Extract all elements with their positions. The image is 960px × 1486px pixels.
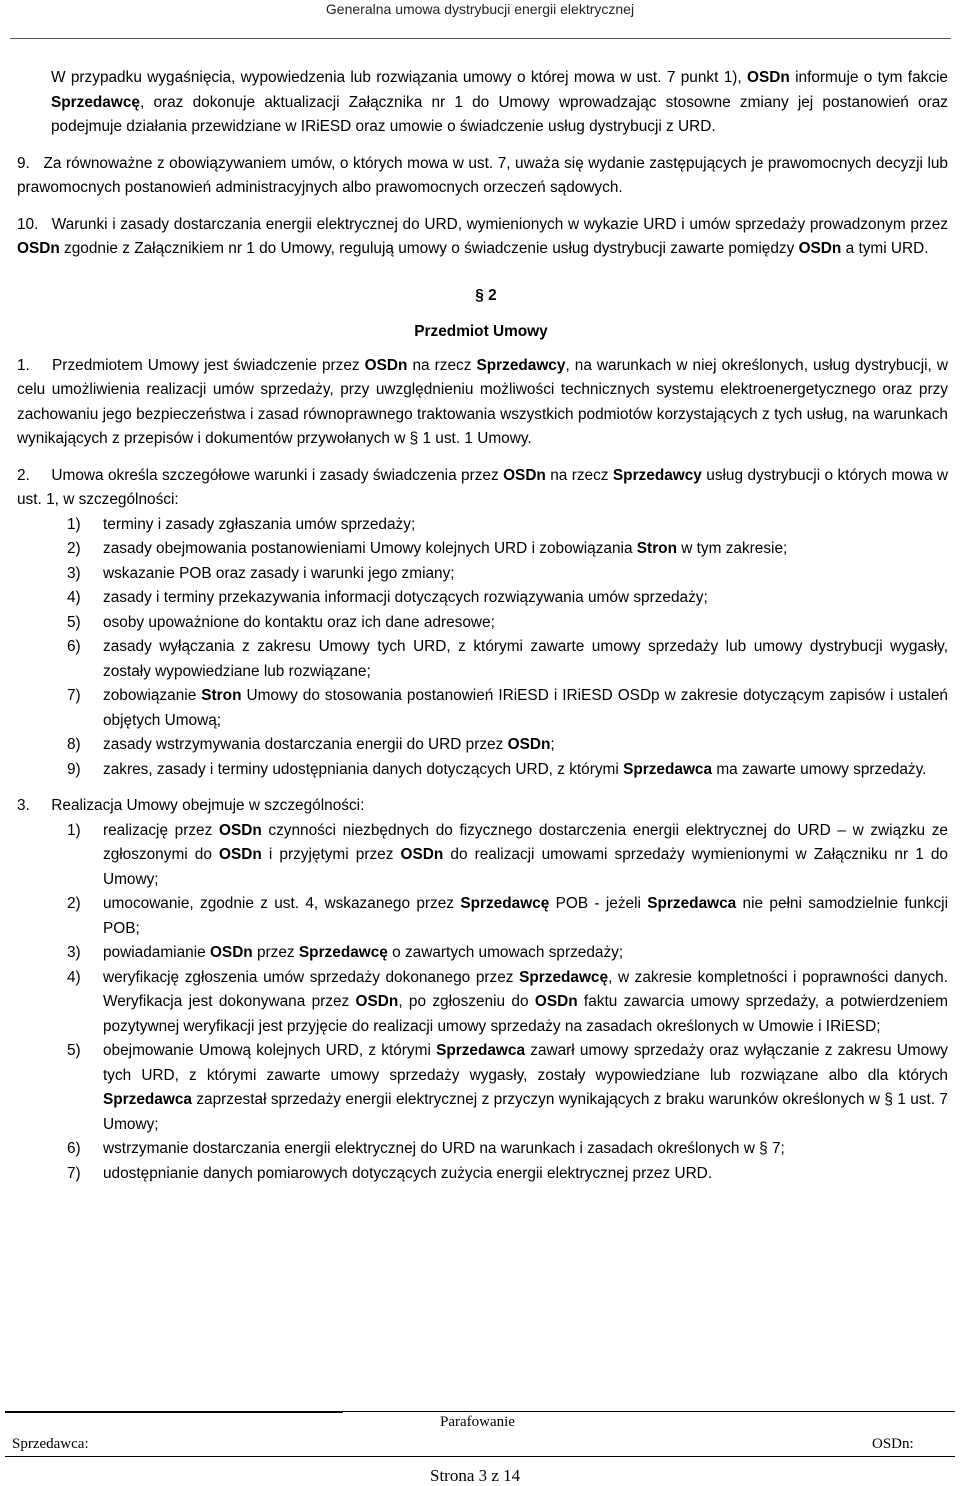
paragraph-9-number: 9.: [17, 154, 30, 172]
section-item-2-text-2: na rzecz: [545, 466, 613, 484]
list-item-text: OSDn: [209, 944, 253, 961]
list-item-text: zawarł umowy sprzedaży oraz wyłączanie z zakresu Umowy tych URD, z którymi zawarte umowy sprzedaży wygasły, zostały wypowiedziane lub rozwiązane albo dla których: [103, 1042, 948, 1084]
paragraph-10-text-2: zgodnie z Załącznikiem nr 1 do Umowy, regulują umowy o świadczenie usług dystrybucji zawarte pomiędzy: [59, 240, 799, 257]
list-item-text: Sprzedawcę: [298, 944, 388, 961]
list-item: [51, 1039, 948, 1137]
paragraph-10: [17, 213, 948, 262]
list-item-text: umocowanie, zgodnie z ust. 4, wskazanego przez: [103, 895, 461, 912]
list-item-text: Sprzedawca: [647, 895, 737, 912]
list-item-text: realizację przez: [103, 821, 219, 839]
paragraph-9-text: Za równoważne z obowiązywaniem umów, o których mowa w ust. 7, uważa się wydanie zastępujących je prawomocnych decyzji lub prawomocnych postanowień administracyjnych albo prawomocnych orzeczeń sądowych.: [17, 154, 948, 196]
list-item-text: OSDn: [219, 846, 262, 863]
list-item-text: i przyjętymi przez: [261, 846, 401, 863]
paragraph-10-text-1: Warunki i zasady dostarczania energii elektrycznej do URD, wymienionych w wykazie URD i umów sprzedaży prowadzonym przez: [51, 215, 948, 233]
section-item-2-number: 2.: [17, 466, 30, 484]
list-item-number: 1): [67, 821, 81, 839]
list-item-text: Sprzedawcę: [519, 968, 609, 986]
paragraph-10-number: 10.: [17, 215, 39, 233]
section-item-3-number: 3.: [17, 797, 30, 814]
list-item-text: przez: [252, 944, 299, 961]
footer-parafowanie: Parafowanie: [440, 1414, 515, 1430]
paragraph-10-text-3: a tymi URD.: [841, 240, 929, 257]
list-item-number: 4): [67, 968, 81, 986]
section-item-2-osdn: OSDn: [503, 466, 546, 484]
list-item-text: wstrzymanie dostarczania energii elektrycznej do URD na warunkach i zasadach określonych w § 7;: [103, 1140, 785, 1157]
list-item-text: Sprzedawcę: [460, 895, 550, 912]
list-item-number: 2): [67, 895, 81, 912]
section-item-1-text-3: , na warunkach w niej określonych, usług dystrybucji, w celu umożliwienia realizacji umów sprzedaży, przy uwzględnieniu możliwości technicznych systemu elektroenergetycznego oraz przy zachowaniu jego bezpieczeństwa i zasad równoprawnego traktowania wszystkich podmiotów korzystających z tych usług, na warunkach wynikających z przepisów i dokumentów przywołanych w § 1 ust. 1 Umowy.: [17, 356, 948, 447]
section-item-3-text: Realizacja Umowy obejmuje w szczególności:: [51, 797, 365, 814]
list-item-text: Sprzedawca: [436, 1042, 526, 1059]
section-heading: [51, 276, 948, 354]
list-item-number: 6): [67, 1140, 81, 1157]
section-item-2-sprzedawcy: Sprzedawcy: [612, 466, 702, 484]
list-item-text: OSDn: [355, 993, 399, 1010]
section-item-1-sprzedawcy: Sprzedawcy: [476, 356, 566, 374]
list-item: [51, 819, 948, 893]
list-item-text: OSDn: [534, 993, 578, 1010]
list-item: 1) terminy i zasady zgłaszania umów sprzedaży;: [67, 515, 416, 533]
list-item-text: OSDn: [400, 846, 444, 863]
list-item-text: zaprzestał sprzedaży energii elektrycznej z przyczyn wynikających z braku warunków określonych w § 1 ust. 7 Umowy;: [103, 1091, 948, 1133]
page-number: Strona 3 z 14: [430, 1466, 521, 1485]
list-item-text: faktu zawarcia umowy sprzedaży, a potwierdzeniem pozytywnej weryfikacji jest przyjęcie do realizacji umowy sprzedaży na zasadach określonych w Umowie i IRiESD;: [103, 993, 949, 1035]
list-item-text: weryfikację zgłoszenia umów sprzedaży dokonanego przez: [103, 968, 520, 986]
list-item: [51, 966, 948, 1040]
list-item: [51, 1137, 948, 1162]
section-sign: § 2: [475, 286, 497, 304]
intro-text-3: , oraz dokonuje aktualizacji Załącznika nr 1 do Umowy wprowadzając stosowne zmiany jej postanowień oraz podejmuje działania przewidziane w IRiESD oraz umowie o świadczenie usług dystrybucji z URD.: [51, 93, 948, 135]
list-item: 6) zasady wyłączania z zakresu Umowy tych URD, z którymi zawarte umowy sprzedaży lub umowy dystrybucji wygasły, zostały wypowiedziane lub rozwiązane;: [67, 638, 948, 680]
list-item-text: do realizacji umowami sprzedaży wymienionymi w Załączniku nr 1 do Umowy;: [103, 846, 948, 888]
document-body: [17, 66, 949, 1186]
footer-osdn-label: OSDn:: [872, 1436, 914, 1452]
list-item-text: Sprzedawca: [103, 1091, 192, 1108]
list-item-number: 7): [67, 1164, 81, 1182]
page-header: [0, 0, 960, 40]
list-item: 7) zobowiązanie Stron Umowy do stosowania postanowień IRiESD i IRiESD OSDp w zakresie dotyczącym zapisów i ustaleń objętych Umową;: [67, 687, 948, 729]
paragraph-10-osdn-1: OSDn: [17, 240, 60, 257]
list-item-text: , po zgłoszeniu do: [398, 993, 535, 1010]
list-item: 4) zasady i terminy przekazywania informacji dotyczących rozwiązywania umów sprzedaży;: [67, 589, 708, 606]
paragraph-10-osdn-2: OSDn: [798, 240, 842, 257]
list-item: [51, 892, 948, 941]
header-rule: [10, 38, 951, 39]
list-item-text: POB -: [549, 895, 606, 912]
footer-bottom-line: [5, 1456, 955, 1457]
intro-sprzedawce: Sprzedawcę: [51, 93, 140, 111]
list-item: 8) zasady wstrzymywania dostarczania energii do URD przez OSDn;: [67, 736, 555, 753]
document-title: Generalna umowa dystrybucji energii elektrycznej: [325, 1, 635, 17]
intro-paragraph: [51, 66, 948, 140]
section-item-3: [17, 794, 948, 819]
list-item-text: , w zakresie kompletności i poprawności danych. Weryfikacja jest dokonywana przez: [103, 968, 948, 1010]
section-item-3-list: [51, 819, 948, 1187]
section-item-1-number: 1.: [17, 356, 30, 374]
list-item-text: czynności niezbędnych do fizycznego dostarczenia energii elektrycznej do URD – w związku ze zgłoszonymi do: [103, 821, 948, 863]
list-item: 2) zasady obejmowania postanowieniami Umowy kolejnych URD i zobowiązania Stron w tym zakresie;: [67, 540, 788, 557]
list-item-text: powiadamianie: [103, 944, 210, 961]
list-item: 9) zakres, zasady i terminy udostępniania danych dotyczących URD, z którymi Sprzedawca ma zawarte umowy sprzedaży.: [67, 760, 927, 778]
intro-text-1: W przypadku wygaśnięcia, wypowiedzenia lub rozwiązania umowy o której mowa w ust. 7 punkt 1),: [51, 69, 748, 86]
section-item-1: [17, 354, 948, 452]
footer-sprzedawca-label: Sprzedawca:: [12, 1436, 89, 1452]
section-item-2-list: [51, 513, 948, 783]
list-item-number: 5): [67, 1042, 81, 1059]
section-item-2: [17, 464, 948, 513]
list-item-text: obejmowanie Umową kolejnych URD, z którymi: [103, 1042, 437, 1059]
paragraph-9: [17, 152, 948, 201]
list-item-text: udostępnianie danych pomiarowych dotyczących zużycia energii elektrycznej przez URD.: [103, 1164, 713, 1182]
list-item: [51, 941, 948, 966]
list-item: [51, 1162, 948, 1187]
footer-signature-line: [5, 1411, 955, 1412]
list-item-text: OSDn: [218, 821, 262, 839]
list-item-text: jeżeli: [605, 895, 648, 912]
section-item-1-osdn: OSDn: [364, 356, 408, 374]
intro-osdn: OSDn: [747, 69, 790, 86]
section-item-1-text-1: Przedmiotem Umowy jest świadczenie przez: [52, 356, 365, 374]
list-item-text: nie pełni samodzielnie funkcji POB;: [103, 895, 948, 937]
intro-text-2: informuje o tym fakcie: [789, 69, 948, 86]
list-item: 3) wskazanie POB oraz zasady i warunki jego zmiany;: [67, 564, 455, 582]
section-item-2-text-1: Umowa określa szczegółowe warunki i zasady świadczenia przez: [51, 466, 504, 484]
list-item: 5) osoby upoważnione do kontaktu oraz ich dane adresowe;: [67, 613, 495, 631]
section-item-2-text-3: usług dystrybucji o których mowa w ust. 1, w szczególności:: [17, 466, 949, 508]
list-item-text: o zawartych umowach sprzedaży;: [387, 944, 624, 961]
section-title: Przedmiot Umowy: [414, 322, 548, 340]
section-item-1-text-2: na rzecz: [407, 356, 477, 374]
list-item-number: 3): [67, 944, 81, 961]
